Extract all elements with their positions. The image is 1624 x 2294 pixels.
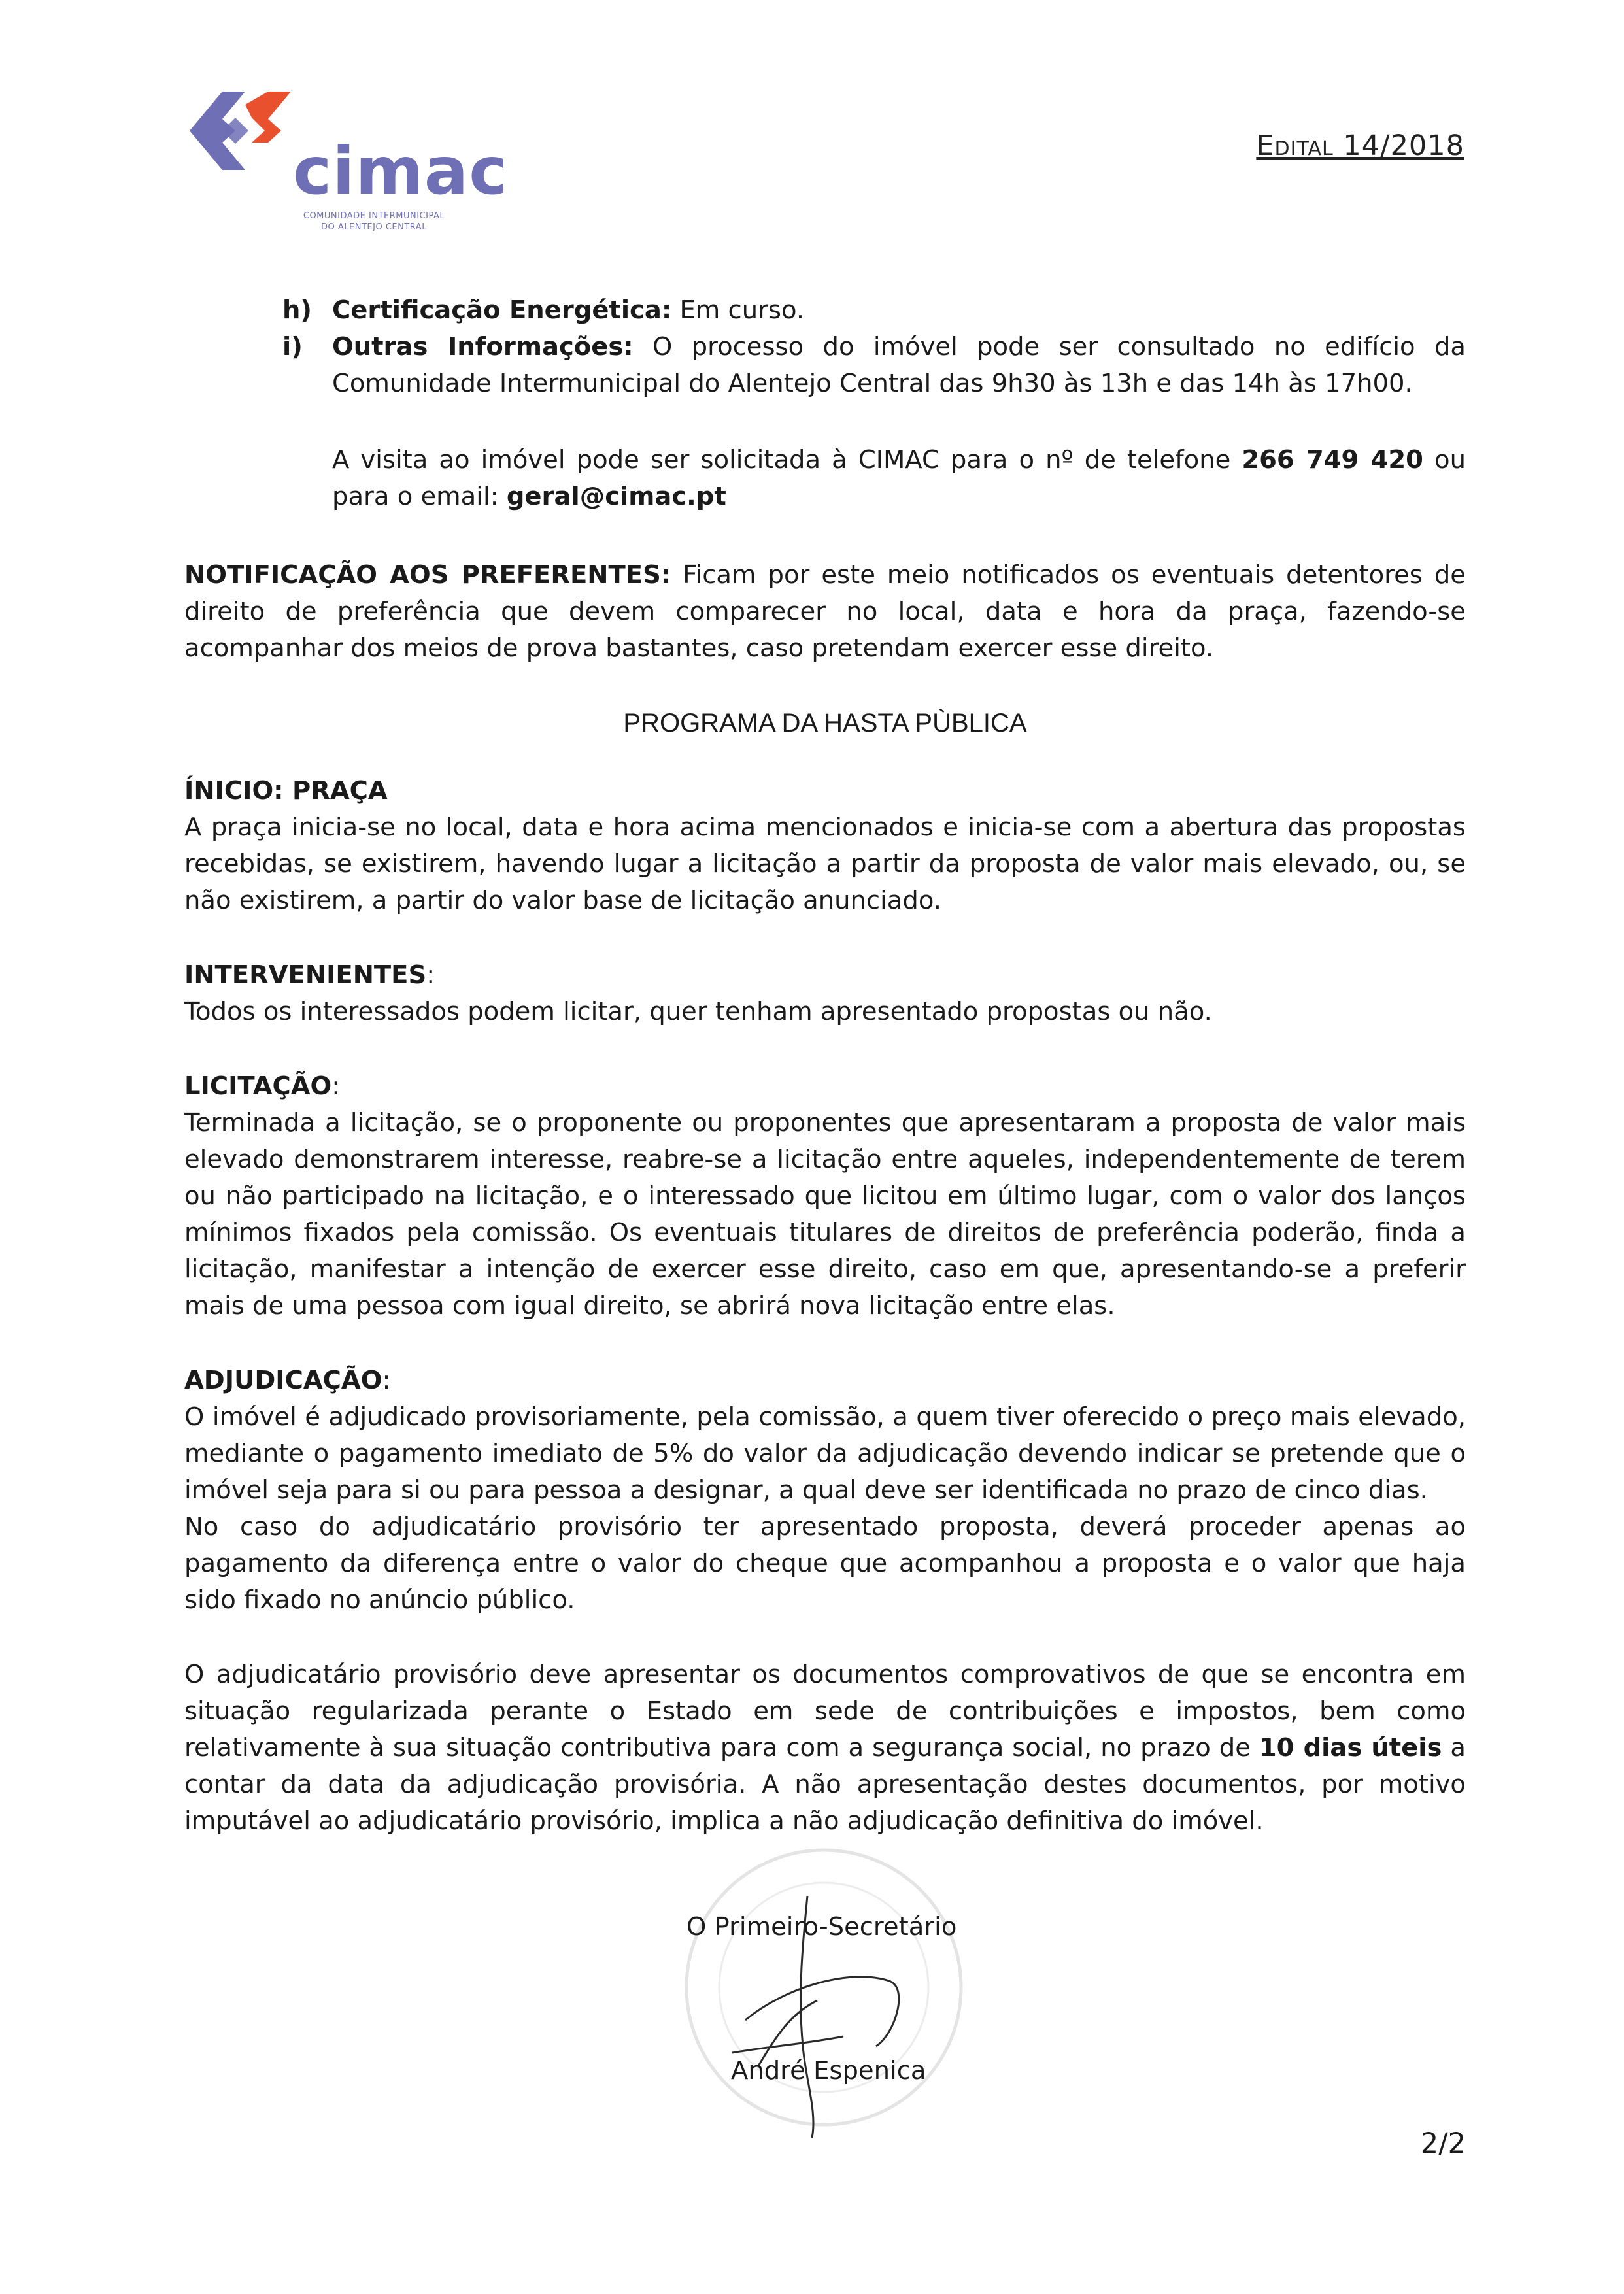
intervenientes-colon: : bbox=[426, 960, 435, 990]
final-text-1: O adjudicatário provisório deve apresentar os documentos comprovativos de que se encontra em situação regularizada perante o Estado em sede de contribuições e impostos, bem como relativamente à sua situação contributiva para com a segurança social, no prazo de bbox=[184, 1660, 1466, 1763]
item-h-label: Certificação Energética: bbox=[332, 295, 672, 325]
licitacao-heading: LICITAÇÃO bbox=[184, 1071, 332, 1101]
visit-paragraph bbox=[332, 442, 1466, 515]
notification-text: Ficam por este meio notificados os eventuais detentores de direito de preferência que devem comparecer no local, data e hora da praça, fazendo-se acompanhar dos meios de prova bastantes, caso pretendam exercer esse direito. bbox=[184, 560, 1466, 663]
item-h-text: Em curso. bbox=[671, 295, 805, 325]
item-i-text: O processo do imóvel pode ser consultado no edifício da Comunidade Intermunicipal do Alentejo Central das 9h30 às 13h e das 14h às 17h00. bbox=[332, 332, 1466, 398]
licitacao-colon: : bbox=[331, 1071, 341, 1101]
logo-subtitle-line-2: DO ALENTEJO CENTRAL bbox=[321, 222, 427, 232]
signature-title: O Primeiro-Secretário bbox=[686, 1912, 957, 1942]
logo-subtitle bbox=[269, 211, 479, 233]
licitacao-text: Terminada a licitação, se o proponente ou proponentes que apresentaram a proposta de valor mais elevado demonstrarem interesse, reabre-se a licitação entre aqueles, independentemente de terem ou não participado na licitação, e o interessado que licitou em último lugar, com o valor dos lanços mínimos fixados pela comissão. Os eventuais titulares de direitos de preferência poderão, finda a licitação, manifestar a intenção de exercer esse direito, caso em que, apresentando-se a preferir mais de uma pessoa com igual direito, se abrirá nova licitação entre elas. bbox=[184, 1108, 1466, 1321]
adjudicacao-text-2: No caso do adjudicatário provisório ter apresentado proposta, deverá proceder apenas ao pagamento da diferença entre o valor do cheque que acompanhou a proposta e o valor que haja sido fixado no anúncio público. bbox=[184, 1512, 1466, 1615]
edital-number: Edital 14/2018 bbox=[1256, 129, 1464, 162]
item-h bbox=[184, 292, 1466, 329]
signature-name: André Espenica bbox=[731, 2056, 926, 2085]
visit-text-1: A visita ao imóvel pode ser solicitada à CIMAC para o nº de telefone bbox=[332, 445, 1242, 475]
adjudicacao-heading: ADJUDICAÇÃO bbox=[184, 1366, 382, 1395]
page-number: 2/2 bbox=[1420, 2127, 1466, 2160]
final-paragraph bbox=[184, 1657, 1466, 1840]
program-title: PROGRAMA DA HASTA PÙBLICA bbox=[623, 709, 1027, 737]
final-bold-deadline: 10 dias úteis bbox=[1259, 1733, 1442, 1763]
notification-label: NOTIFICAÇÃO AOS PREFERENTES: bbox=[184, 560, 671, 590]
inicio-heading: ÍNICIO: PRAÇA bbox=[184, 776, 388, 805]
visit-email: geral@cimac.pt bbox=[506, 482, 726, 511]
item-h-marker: h) bbox=[282, 295, 313, 325]
intervenientes-section bbox=[184, 957, 1466, 1030]
item-i-marker: i) bbox=[282, 332, 303, 362]
intervenientes-heading: INTERVENIENTES bbox=[184, 960, 427, 990]
inicio-text: A praça inicia-se no local, data e hora acima mencionados e inicia-se com a abertura das propostas recebidas, se existirem, havendo lugar a licitação a partir da proposta de valor mais elevado, ou, se não existirem, a partir do valor base de licitação anunciado. bbox=[184, 813, 1466, 915]
licitacao-section bbox=[184, 1068, 1466, 1324]
visit-phone: 266 749 420 bbox=[1242, 445, 1423, 475]
adjudicacao-text-1: O imóvel é adjudicado provisoriamente, pela comissão, a quem tiver oferecido o preço mais elevado, mediante o pagamento imediato de 5% do valor da adjudicação devendo indicar se pretende que o imóvel seja para si ou para pessoa a designar, a qual deve ser identificada no prazo de cinco dias. bbox=[184, 1402, 1466, 1505]
adjudicacao-section bbox=[184, 1362, 1466, 1619]
item-i-label: Outras Informações: bbox=[332, 332, 634, 362]
inicio-section bbox=[184, 773, 1466, 919]
logo-wordmark: cimac bbox=[293, 133, 509, 209]
notification-paragraph bbox=[184, 557, 1466, 667]
visit-text-2: ou para o email: bbox=[332, 445, 1466, 511]
cimac-logo bbox=[183, 78, 509, 235]
intervenientes-text: Todos os interessados podem licitar, quer tenham apresentado propostas ou não. bbox=[184, 997, 1212, 1026]
item-i bbox=[184, 329, 1466, 402]
logo-subtitle-line-1: COMUNIDADE INTERMUNICIPAL bbox=[303, 211, 445, 221]
adjudicacao-colon: : bbox=[382, 1366, 391, 1395]
final-text-2: a contar da data da adjudicação provisória. A não apresentação destes documentos, por motivo imputável ao adjudicatário provisório, implica a não adjudicação definitiva do imóvel. bbox=[184, 1733, 1466, 1836]
